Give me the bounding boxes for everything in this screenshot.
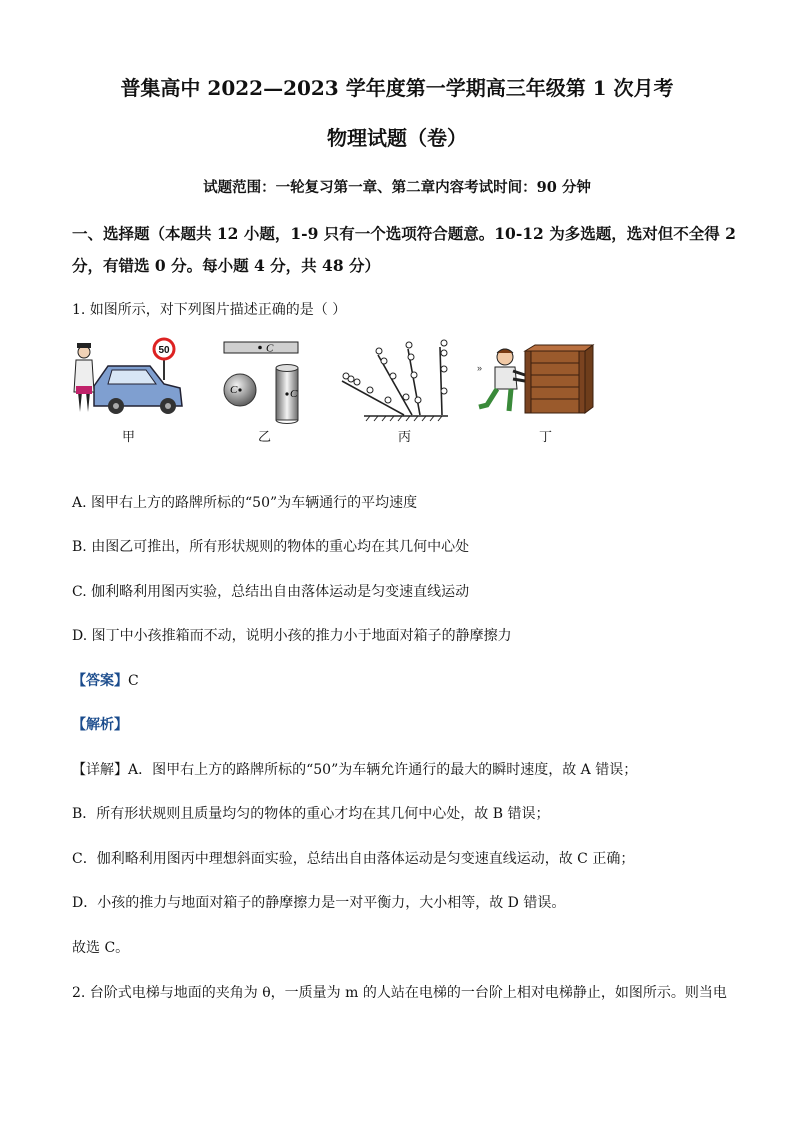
section-heading-line2: 分，有错选 0 分。每小题 4 分，共 48 分） [72, 256, 381, 275]
option-d: D. 图丁中小孩推箱而不动，说明小孩的推力小于地面对箱子的静摩擦力 [72, 628, 512, 644]
figure-ding [475, 345, 595, 417]
svg-text:»: » [477, 363, 483, 373]
crate-drawing [525, 345, 593, 413]
cylinder-shape [276, 365, 298, 424]
car-drawing [94, 366, 182, 414]
figure-yi [222, 338, 312, 428]
answer-value: C [128, 673, 139, 689]
bar-center-label: C [266, 342, 274, 355]
answer-label: 【答案】 [72, 673, 128, 689]
figure-ding-label: 丁 [539, 430, 553, 445]
figure-yi-label: 乙 [258, 430, 272, 445]
officer-drawing [74, 343, 94, 412]
conclusion-line: 故选 C。 [72, 940, 130, 956]
sphere-shape [224, 374, 256, 406]
option-b: B. 由图乙可推出，所有形状规则的物体的重心均在其几何中心处 [72, 539, 470, 555]
figure-bing-label: 丙 [398, 430, 412, 445]
detail-line-a: 【详解】A．图甲右上方的路牌所标的“50”为车辆允许通行的最大的瞬时速度，故 A 错误； [72, 762, 638, 778]
speed-sign-text: 50 [158, 345, 170, 356]
child-drawing [477, 349, 525, 411]
figure-jia-label: 甲 [122, 430, 136, 445]
analysis-label: 【解析】 [72, 717, 128, 733]
figure-jia [72, 338, 192, 418]
rolling-balls [343, 340, 447, 403]
answer-line [72, 670, 139, 690]
section-heading-line1: 一、选择题（本题共 12 小题，1-9 只有一个选项符合题意。10-12 为多选题，选对但不全得 2 [72, 224, 736, 243]
exam-scope: 试题范围：一轮复习第一章、第二章内容考试时间：90 分钟 [203, 179, 591, 196]
exam-title: 普集高中 2022—2023 学年度第一学期高三年级第 1 次月考 [120, 76, 674, 100]
sphere-center-label: C [230, 384, 238, 396]
option-a: A. 图甲右上方的路牌所标的“50”为车辆通行的平均速度 [72, 495, 418, 511]
detail-line-b: B．所有形状规则且质量均匀的物体的重心才均在其几何中心处，故 B 错误； [72, 806, 550, 822]
figure-bing [340, 345, 455, 421]
option-c: C. 伽利略利用图丙实验，总结出自由落体运动是匀变速直线运动 [72, 584, 470, 600]
detail-line-c: C．伽利略利用图丙中理想斜面实验，总结出自由落体运动是匀变速直线运动，故 C 正确； [72, 851, 635, 867]
question-1-stem: 1. 如图所示，对下列图片描述正确的是（ ） [72, 302, 347, 318]
detail-line-d: D．小孩的推力与地面对箱子的静摩擦力是一对平衡力，大小相等，故 D 错误。 [72, 895, 566, 911]
bar-shape [224, 342, 298, 355]
cylinder-center-label: C [290, 388, 298, 400]
question-2-stem: 2. 台阶式电梯与地面的夹角为 θ，一质量为 m 的人站在电梯的一台阶上相对电梯静止，如图所示。则当电 [72, 985, 727, 1001]
exam-subtitle: 物理试题（卷） [327, 126, 467, 150]
